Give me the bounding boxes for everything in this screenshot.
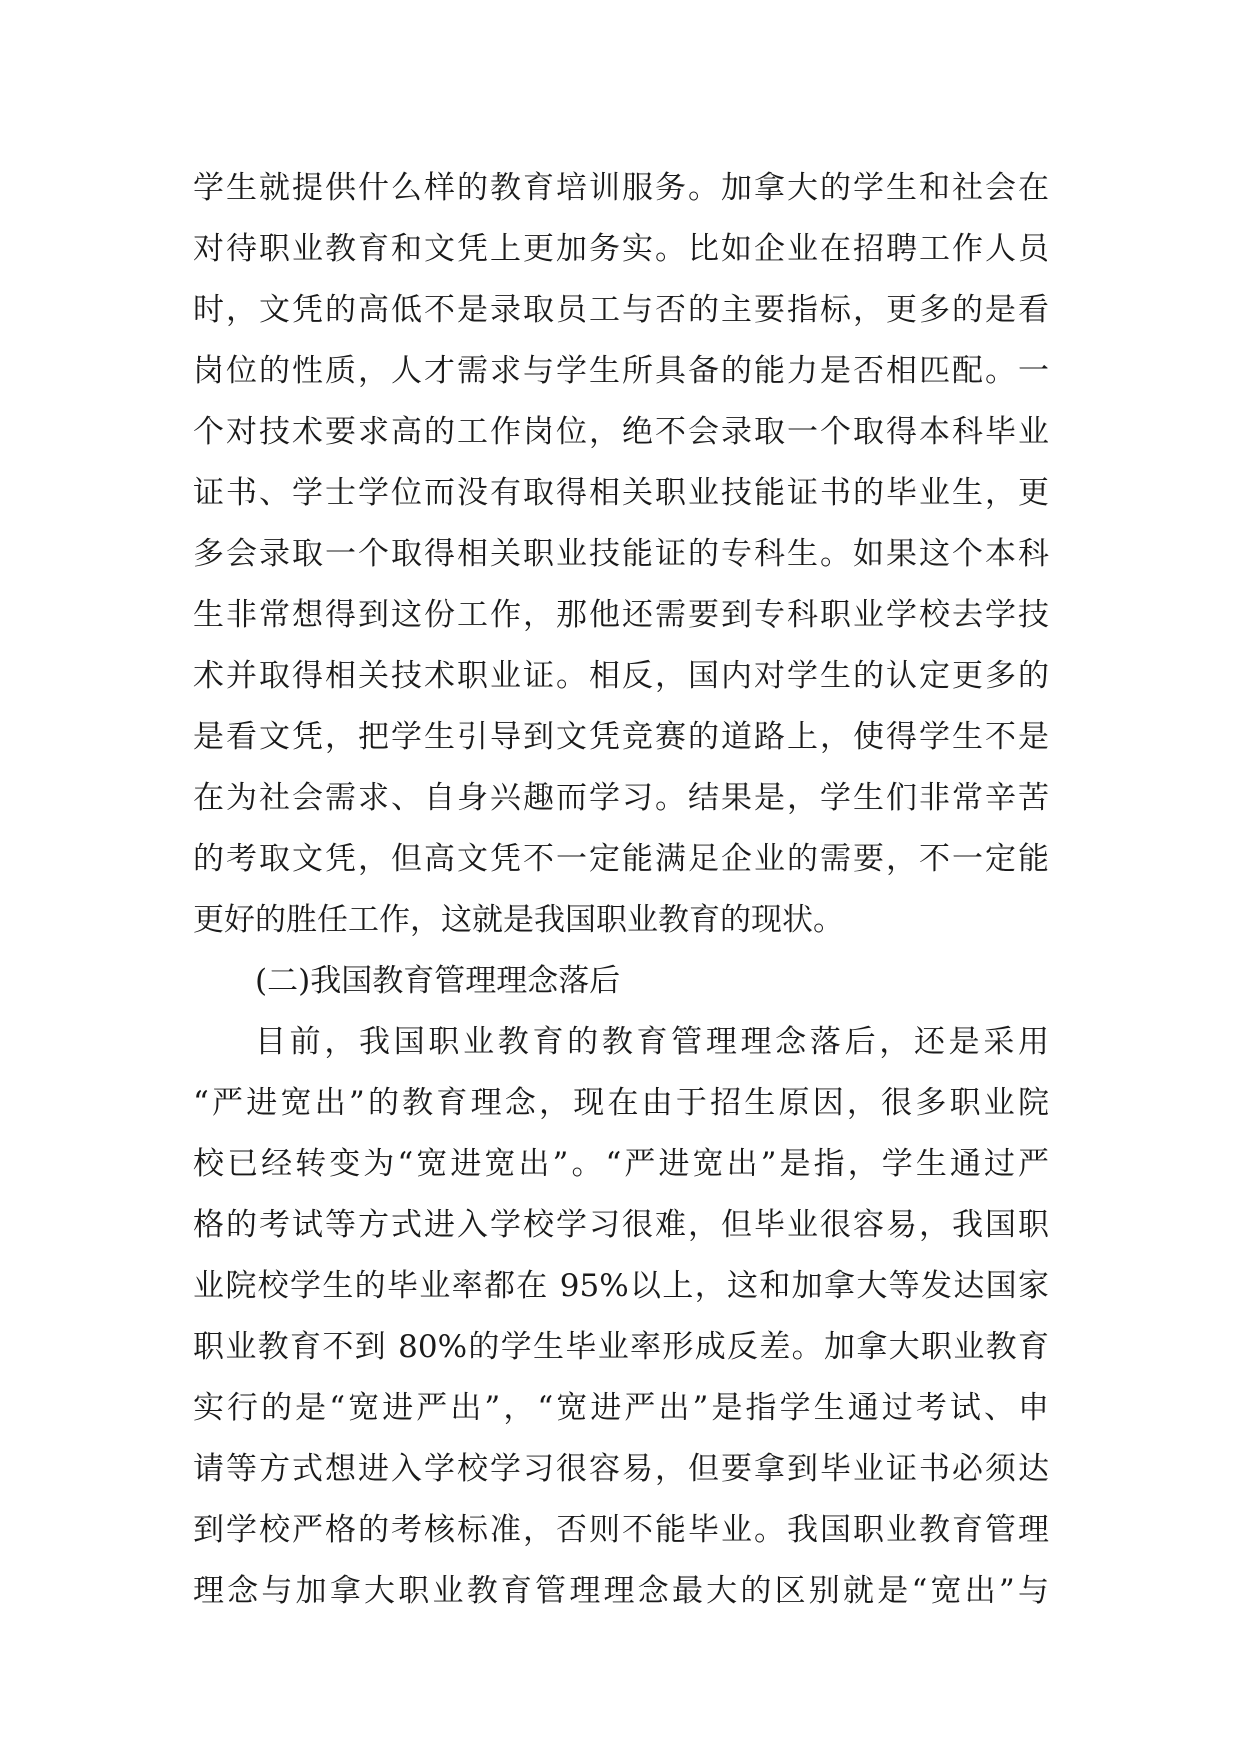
paragraph-line: 目前，我国职业教育的教育管理理念落后，还是采用 xyxy=(255,1024,1049,1060)
paragraph-line: 岗位的性质，人才需求与学生所具备的能力是否相匹配。一 xyxy=(193,353,1049,389)
paragraph-line: 理念与加拿大职业教育管理理念最大的区别就是“宽出”与 xyxy=(193,1573,1049,1609)
section-heading: (二)我国教育管理理念落后 xyxy=(255,963,621,999)
paragraph-line: 生非常想得到这份工作，那他还需要到专科职业学校去学技 xyxy=(193,597,1049,633)
paragraph-line: 到学校严格的考核标准，否则不能毕业。我国职业教育管理 xyxy=(193,1512,1049,1548)
paragraph-line: 更好的胜任工作，这就是我国职业教育的现状。 xyxy=(193,902,844,938)
paragraph-line: 是看文凭，把学生引导到文凭竞赛的道路上，使得学生不是 xyxy=(193,719,1049,755)
paragraph-line: 多会录取一个取得相关职业技能证的专科生。如果这个本科 xyxy=(193,536,1049,572)
paragraph-line: 学生就提供什么样的教育培训服务。加拿大的学生和社会在 xyxy=(193,170,1049,206)
paragraph-line: 业院校学生的毕业率都在 95%以上，这和加拿大等发达国家 xyxy=(193,1268,1049,1304)
paragraph-line: 请等方式想进入学校学习很容易，但要拿到毕业证书必须达 xyxy=(193,1451,1049,1487)
paragraph-line: 在为社会需求、自身兴趣而学习。结果是，学生们非常辛苦 xyxy=(193,780,1049,816)
paragraph-line: 格的考试等方式进入学校学习很难，但毕业很容易，我国职 xyxy=(193,1207,1049,1243)
body-text xyxy=(193,158,1049,1622)
paragraph-line: 证书、学士学位而没有取得相关职业技能证书的毕业生，更 xyxy=(193,475,1049,511)
paragraph-line: 个对技术要求高的工作岗位，绝不会录取一个取得本科毕业 xyxy=(193,414,1049,450)
paragraph-line: 时，文凭的高低不是录取员工与否的主要指标，更多的是看 xyxy=(193,292,1049,328)
paragraph-line: 校已经转变为“宽进宽出”。“严进宽出”是指，学生通过严 xyxy=(193,1146,1049,1182)
paragraph-line: “严进宽出”的教育理念，现在由于招生原因，很多职业院 xyxy=(193,1085,1049,1121)
paragraph-line: 对待职业教育和文凭上更加务实。比如企业在招聘工作人员 xyxy=(193,231,1049,267)
paragraph-line: 实行的是“宽进严出”，“宽进严出”是指学生通过考试、申 xyxy=(193,1390,1049,1426)
paragraph-line: 的考取文凭，但高文凭不一定能满足企业的需要，不一定能 xyxy=(193,841,1049,877)
paragraph-line: 术并取得相关技术职业证。相反，国内对学生的认定更多的 xyxy=(193,658,1049,694)
paragraph-line: 职业教育不到 80%的学生毕业率形成反差。加拿大职业教育 xyxy=(193,1329,1049,1365)
